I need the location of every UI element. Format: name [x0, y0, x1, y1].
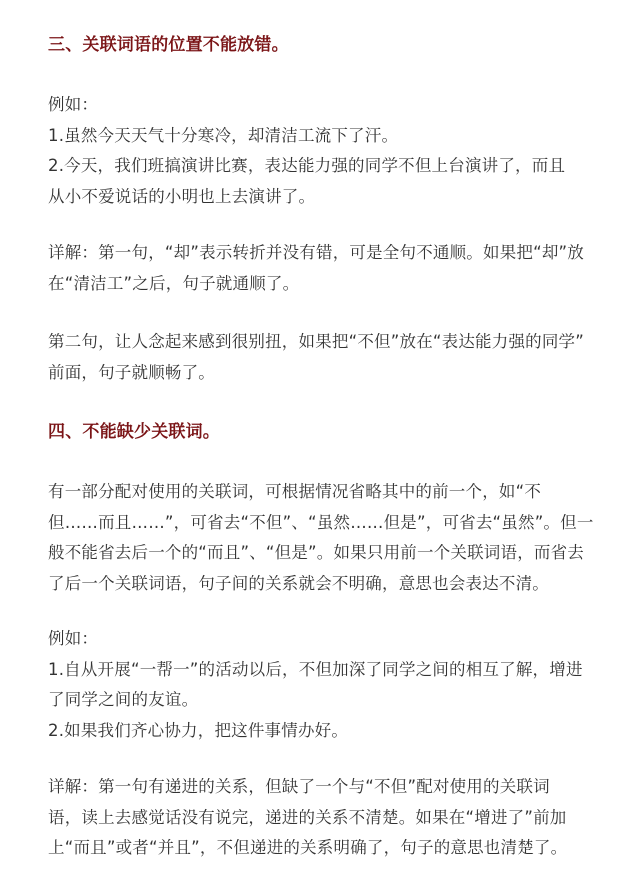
paragraph-line: 了后一个关联词语，句子间的关系就会不明确，意思也会表达不清。 [48, 573, 549, 593]
section-heading-3: 三、关联词语的位置不能放错。 [48, 35, 289, 55]
example-line: 2.今天，我们班搞演讲比赛，表达能力强的同学不但上台演讲了，而且 [48, 156, 566, 175]
example-label: 例如： [48, 95, 99, 114]
example-line: 1.虽然今天天气十分寒冷，却清洁工流下了汗。 [48, 125, 399, 145]
explanation-line: 详解：第一句有递进的关系，但缺了一个与“不但”配对使用的关联词 [48, 777, 550, 796]
section-heading-4: 四、不能缺少关联词。 [48, 422, 220, 442]
paragraph-line: 但……而且……”，可省去“不但”、“虽然……但是”，可省去“虽然”。但一 [48, 512, 594, 532]
example-block-2 [48, 624, 596, 746]
explanation-line: 前面，句子就顺畅了。 [48, 362, 215, 382]
paragraph [48, 477, 596, 599]
example-line: 1.自从开展“一帮一”的活动以后，不但加深了同学之间的相互了解，增进 [48, 659, 583, 679]
example-block-1 [48, 90, 596, 212]
explanation-line: 上“而且”或者“并且”，不但递进的关系明确了，句子的意思也清楚了。 [48, 838, 568, 857]
explanation-line: 在“清洁工”之后，句子就通顺了。 [48, 273, 300, 293]
example-line: 2.如果我们齐心协力，把这件事情办好。 [48, 720, 349, 740]
example-line: 从小不爱说话的小明也上去演讲了。 [48, 186, 316, 206]
paragraph-line: 般不能省去后一个的“而且”、“但是”。如果只用前一个关联词语，而省去 [48, 543, 584, 562]
example-line: 了同学之间的友谊。 [48, 690, 199, 709]
explanation-line: 第二句，让人念起来感到很别扭，如果把“不但”放在“表达能力强的同学” [48, 332, 584, 351]
paragraph-line: 有一部分配对使用的关联词，可根据情况省略其中的前一个，如“不 [48, 482, 542, 501]
explanation-1 [48, 238, 596, 299]
explanation-2 [48, 327, 596, 388]
explanation-line: 详解：第一句，“却”表示转折并没有错，可是全句不通顺。如果把“却”放 [48, 243, 584, 262]
explanation-3 [48, 772, 596, 864]
explanation-line: 语，读上去感觉话没有说完，递进的关系不清楚。如果在“增进了”前加 [48, 807, 567, 827]
example-label: 例如： [48, 629, 99, 648]
